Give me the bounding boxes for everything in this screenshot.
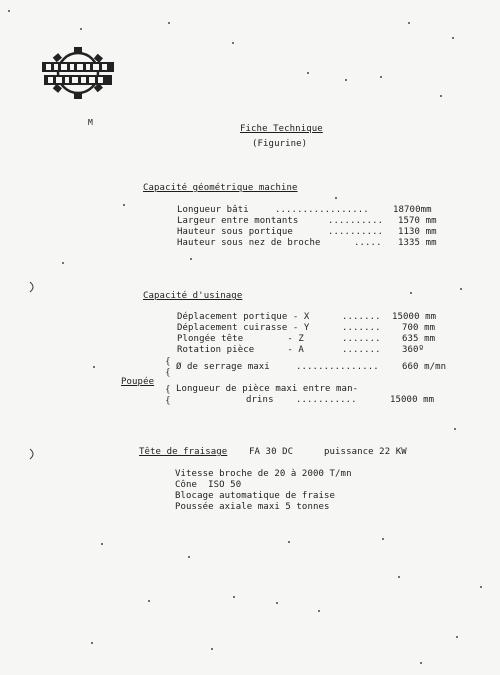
geometry-row-label: Hauteur sous portique [177, 227, 293, 237]
machining-row-value: 635 mm [402, 334, 436, 344]
scan-speck [233, 596, 235, 598]
scan-speck [345, 79, 347, 81]
length-label: Longueur de pièce maxi entre man- [176, 384, 359, 394]
milling-head-power: puissance 22 KW [324, 447, 407, 457]
document-title: Fiche Technique [240, 124, 323, 134]
brace-mark: { [165, 396, 171, 406]
machining-row-value: 700 mm [402, 323, 436, 333]
scan-speck [382, 538, 384, 540]
milling-head-spec: Poussée axiale maxi 5 tonnes [175, 502, 330, 512]
machining-row-label: Rotation pièce - A [177, 345, 304, 355]
scan-speck [380, 76, 382, 78]
corner-mark: M [88, 118, 93, 127]
geometry-row-value: 18700mm [393, 205, 432, 215]
geometry-row-label: Hauteur sous nez de broche [177, 238, 321, 248]
document-subtitle: (Figurine) [252, 139, 308, 149]
machining-row-dots: ....... [342, 323, 381, 333]
milling-head-spec: Vitesse broche de 20 à 2000 T/mn [175, 469, 352, 479]
machining-row-dots: ....... [342, 312, 381, 322]
milling-head-spec: Blocage automatique de fraise [175, 491, 336, 501]
milling-head-spec: Cône ISO 50 [175, 480, 242, 490]
scan-speck [288, 541, 290, 543]
company-logo [40, 45, 116, 101]
scan-speck [168, 22, 170, 24]
geometry-row-value: 1130 mm [398, 227, 437, 237]
scan-speck [307, 72, 309, 74]
scan-speck [318, 610, 320, 612]
scan-speck [335, 197, 337, 199]
scan-speck [62, 262, 64, 264]
machining-row-value: 15000 mm [392, 312, 437, 322]
scan-speck [190, 258, 192, 260]
scan-speck [80, 28, 82, 30]
milling-head-heading: Tête de fraisage [139, 447, 228, 457]
scan-speck [398, 576, 400, 578]
machining-row-dots: ....... [342, 334, 381, 344]
machining-row-label: Déplacement portique - X [177, 312, 310, 322]
brace-mark: { [165, 357, 171, 367]
punch-hole-mark [26, 280, 38, 294]
length-label-continued: drins [246, 395, 274, 405]
length-value: 15000 mm [390, 395, 435, 405]
scan-speck [440, 95, 442, 97]
scan-speck [456, 636, 458, 638]
machining-row-label: Plongée tête - Z [177, 334, 304, 344]
scan-speck [101, 543, 103, 545]
machining-row-dots: ....... [342, 345, 381, 355]
clamp-value: 660 m/mn [402, 362, 447, 372]
scan-speck [91, 642, 93, 644]
geometry-row-dots: ................. [275, 205, 369, 215]
geometry-heading: Capacité géométrique machine [143, 183, 298, 193]
geometry-row-label: Largeur entre montants [177, 216, 299, 226]
length-dots: ........... [296, 395, 357, 405]
clamp-dots: ............... [296, 362, 379, 372]
scan-speck [148, 600, 150, 602]
geometry-row-value: 1570 mm [398, 216, 437, 226]
scan-speck [188, 556, 190, 558]
geometry-row-value: 1335 mm [398, 238, 437, 248]
clamp-label: Ø de serrage maxi [176, 362, 270, 372]
scan-speck [232, 42, 234, 44]
scan-speck [408, 22, 410, 24]
scan-speck [123, 204, 125, 206]
machining-row-label: Déplacement cuirasse - Y [177, 323, 310, 333]
scan-speck [8, 10, 10, 12]
scan-speck [454, 428, 456, 430]
geometry-row-dots: ..... [354, 238, 382, 248]
brace-mark: { [165, 368, 171, 378]
geometry-row-dots: .......... [328, 216, 384, 226]
scan-speck [460, 288, 462, 290]
geometry-row-label: Longueur bâti [177, 205, 249, 215]
geometry-row-dots: .......... [328, 227, 384, 237]
scan-speck [93, 366, 95, 368]
scan-speck [452, 37, 454, 39]
milling-head-model: FA 30 DC [249, 447, 294, 457]
scan-speck [211, 648, 213, 650]
machining-heading: Capacité d'usinage [143, 291, 243, 301]
brace-mark: { [165, 385, 171, 395]
machining-row-value: 360º [402, 345, 425, 355]
scan-speck [480, 586, 482, 588]
poupee-label: Poupée [121, 377, 155, 387]
scan-speck [420, 662, 422, 664]
scan-speck [276, 602, 278, 604]
punch-hole-mark [26, 447, 38, 461]
scan-speck [410, 292, 412, 294]
